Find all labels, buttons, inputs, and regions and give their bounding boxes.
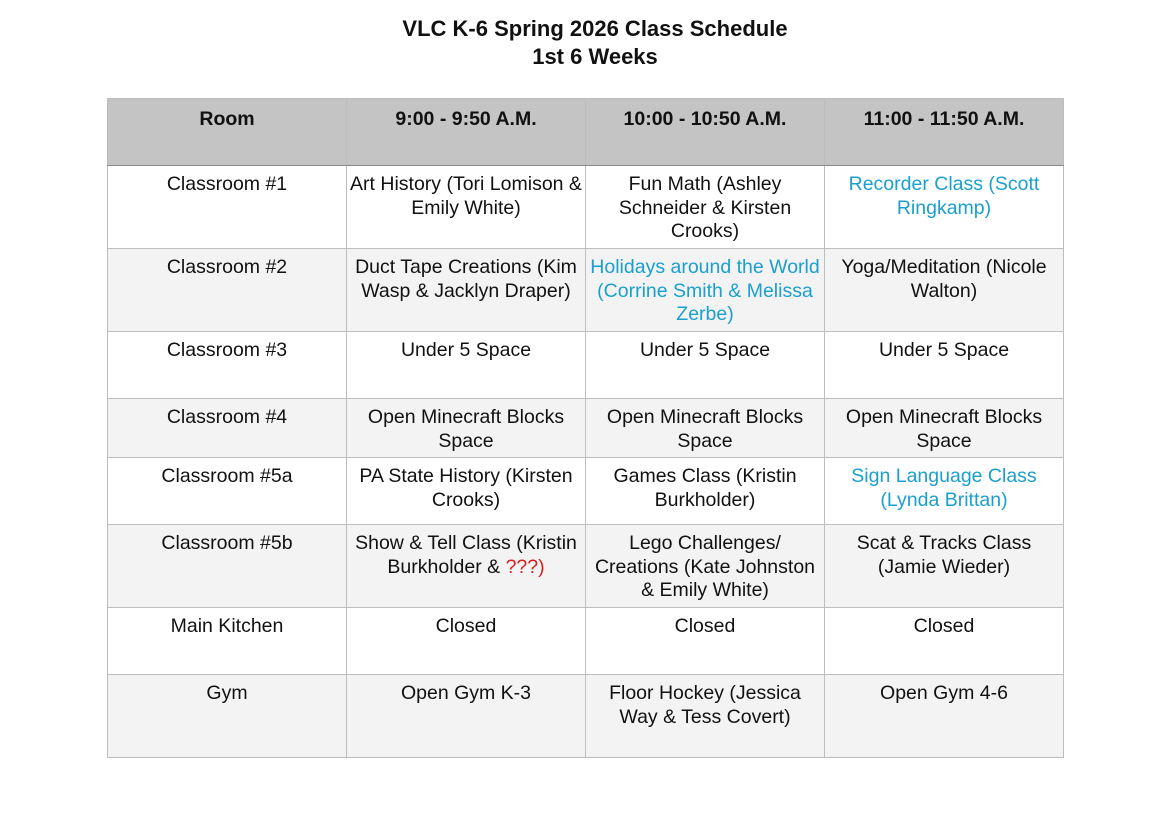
slot-2-cell: Holidays around the World (Corrine Smith & Melissa Zerbe) (586, 249, 825, 332)
room-cell: Classroom #4 (108, 399, 347, 458)
room-cell: Classroom #5a (108, 458, 347, 525)
slot-3-cell: Open Gym 4-6 (825, 675, 1064, 758)
header-slot-1: 9:00 - 9:50 A.M. (347, 99, 586, 166)
table-row (108, 166, 1064, 249)
slot-3-cell: Scat & Tracks Class (Jamie Wieder) (825, 525, 1064, 608)
slot-2-cell: Open Minecraft Blocks Space (586, 399, 825, 458)
header-slot-3: 11:00 - 11:50 A.M. (825, 99, 1064, 166)
slot-2-cell: Fun Math (Ashley Schneider & Kirsten Crooks) (586, 166, 825, 249)
room-cell: Classroom #2 (108, 249, 347, 332)
slot-3-cell: Sign Language Class (Lynda Brittan) (825, 458, 1064, 525)
slot-1-text: Show & Tell Class (Kristin Burkholder & (355, 532, 577, 578)
slot-1-cell: Art History (Tori Lomison & Emily White) (347, 166, 586, 249)
table-row (108, 458, 1064, 525)
slot-1-cell: Duct Tape Creations (Kim Wasp & Jacklyn Draper) (347, 249, 586, 332)
slot-2-cell: Under 5 Space (586, 332, 825, 399)
title-line-1: VLC K-6 Spring 2026 Class Schedule (402, 16, 788, 41)
slot-2-cell: Games Class (Kristin Burkholder) (586, 458, 825, 525)
slot-1-cell: Open Gym K-3 (347, 675, 586, 758)
table-row (108, 332, 1064, 399)
header-row (108, 99, 1064, 166)
slot-1-cell (347, 525, 586, 608)
page-title (0, 15, 1170, 71)
slot-3-cell: Closed (825, 608, 1064, 675)
table-row (108, 399, 1064, 458)
slot-3-cell: Open Minecraft Blocks Space (825, 399, 1064, 458)
slot-2-cell: Closed (586, 608, 825, 675)
room-cell: Classroom #1 (108, 166, 347, 249)
title-line-2: 1st 6 Weeks (532, 44, 658, 69)
room-cell: Classroom #3 (108, 332, 347, 399)
header-slot-2: 10:00 - 10:50 A.M. (586, 99, 825, 166)
slot-1-cell: PA State History (Kirsten Crooks) (347, 458, 586, 525)
unknown-teacher-text: ???) (505, 555, 545, 578)
table-row (108, 525, 1064, 608)
slot-2-cell: Lego Challenges/ Creations (Kate Johnston & Emily White) (586, 525, 825, 608)
slot-3-cell: Recorder Class (Scott Ringkamp) (825, 166, 1064, 249)
table-row (108, 608, 1064, 675)
slot-3-cell: Under 5 Space (825, 332, 1064, 399)
table-row (108, 249, 1064, 332)
room-cell: Gym (108, 675, 347, 758)
schedule-table (107, 98, 1064, 758)
room-cell: Classroom #5b (108, 525, 347, 608)
header-room: Room (108, 99, 347, 166)
slot-1-cell: Closed (347, 608, 586, 675)
table-row (108, 675, 1064, 758)
slot-3-cell: Yoga/Meditation (Nicole Walton) (825, 249, 1064, 332)
slot-1-cell: Under 5 Space (347, 332, 586, 399)
room-cell: Main Kitchen (108, 608, 347, 675)
slot-1-cell: Open Minecraft Blocks Space (347, 399, 586, 458)
slot-2-cell: Floor Hockey (Jessica Way & Tess Covert) (586, 675, 825, 758)
